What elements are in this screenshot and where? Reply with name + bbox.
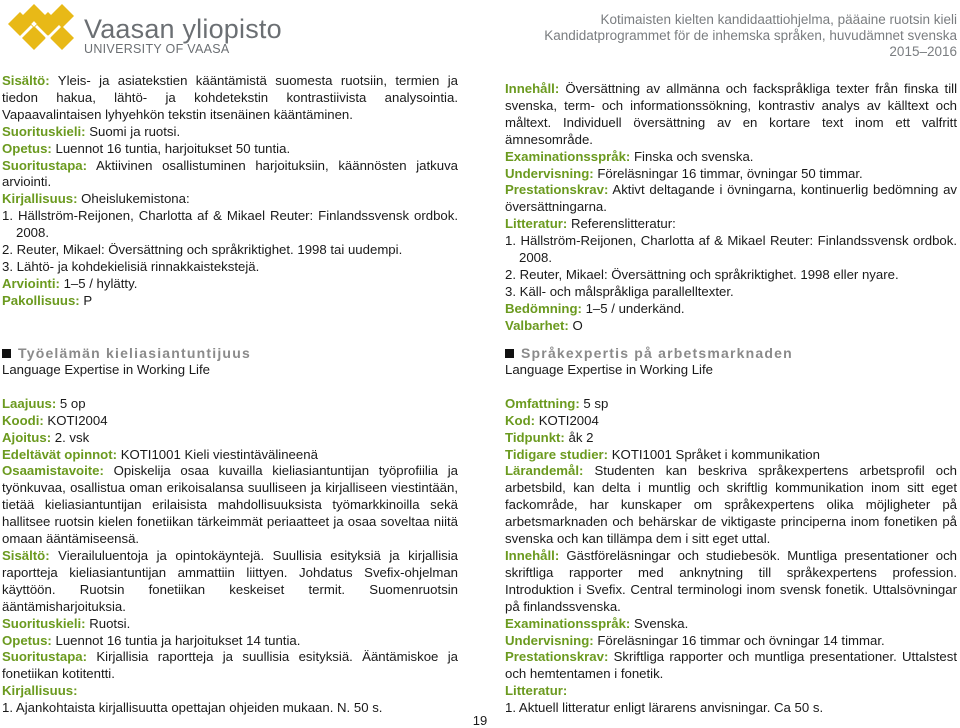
language-row: Suorituskieli: Suomi ja ruotsi.	[2, 123, 181, 139]
literature-row: Litteratur:	[505, 683, 568, 699]
assessment-row: Bedömning: 1–5 / underkänd.	[505, 300, 685, 316]
literature-item: 3. Käll- och målspråkliga parallelltexter.	[505, 283, 734, 299]
program-title-sv: Kandidatprogrammet för de inhemska språken, huvudämnet svenska	[544, 28, 957, 43]
literature-item: 1. Aktuell litteratur enligt lärarens anvisningar. Ca 50 s.	[505, 700, 824, 716]
page-header	[0, 0, 960, 62]
content-paragraph: Innehåll: Översättning av allmänna och fackspråkliga texter från finska till svenska, term- och informationssökning, kontrastiv analys av källtext och måltext. Individuell översättning av en kortare text inom ett valfritt ämnesområde.	[505, 81, 957, 147]
completion-row: Suoritustapa: Aktiivinen osallistuminen harjoituksiin, käännösten jatkuva arviointi.	[2, 157, 458, 190]
code-row: Kod: KOTI2004	[505, 412, 599, 428]
prerequisite-row: Tidigare studier: KOTI1001 Språket i kommunikation	[505, 446, 820, 462]
literature-item: 2. Reuter, Mikael: Översättning och språkriktighet. 1998 eller nyare.	[505, 266, 899, 282]
section-heading: Språkexpertis på arbetsmarknaden	[505, 345, 957, 362]
course-fi-bottom	[2, 345, 458, 717]
credits-row: Laajuus: 5 op	[2, 395, 86, 411]
literature-item: 1. Hällström-Reijonen, Charlotta af & Mikael Reuter: Finlandssvensk ordbok. 2008.	[2, 208, 458, 241]
program-title-fi: Kotimaisten kielten kandidaattiohjelma, pääaine ruotsin kieli	[600, 12, 957, 27]
bullet-square-icon	[2, 349, 11, 358]
literature-item: 1. Ajankohtaista kirjallisuutta opettajan ohjeiden mukaan. N. 50 s.	[2, 700, 383, 716]
bullet-square-icon	[505, 349, 514, 358]
page-number: 19	[472, 713, 488, 728]
language-row: Suorituskieli: Ruotsi.	[2, 615, 131, 631]
content-paragraph: Innehåll: Gästföreläsningar och studiebesök. Muntliga presentationer och skriftliga rapporter med anknytning till språkexpertens profession. Introduktion i Svefix. Central terminologi inom svensk fonetik. Uttalsövningar på finlandssvenska.	[505, 547, 957, 614]
literature-item: 1. Hällström-Reijonen, Charlotta af & Mikael Reuter: Finlandssvensk ordbok. 2008.	[505, 233, 957, 266]
section-subtitle: Language Expertise in Working Life	[2, 361, 210, 377]
literature-row: Kirjallisuus:	[2, 683, 78, 699]
teaching-row: Opetus: Luennot 16 tuntia, harjoitukset 50 tuntia.	[2, 140, 291, 156]
credits-row: Omfattning: 5 sp	[505, 395, 609, 411]
brand-subtitle: UNIVERSITY OF VAASA	[84, 42, 230, 56]
course-desc-sv-top	[505, 81, 957, 335]
course-desc-fi-top	[2, 73, 458, 310]
teaching-row: Undervisning: Föreläsningar 16 timmar och övningar 14 timmar.	[505, 632, 885, 648]
assessment-row: Arviointi: 1–5 / hylätty.	[2, 275, 138, 291]
learning-outcome-paragraph: Lärandemål: Studenten kan beskriva språkexpertens arbetsprofil och arbetsbild, kan delta i muntlig och skriftlig kommunikation inom sitt eget fackområde, har kunskaper om språkexpertens olika möjligheter på arbetsmarknaden och behärskar de viktigaste principerna inom fonetiken på svenska och kan tillämpa dem i sitt eget uttal.	[505, 463, 957, 547]
timing-row: Tidpunkt: åk 2	[505, 429, 594, 445]
exam-language-row: Examinationsspråk: Finska och svenska.	[505, 148, 754, 164]
section-subtitle: Language Expertise in Working Life	[505, 361, 713, 377]
elective-row: Valbarhet: O	[505, 317, 583, 333]
literature-item: 3. Lähtö- ja kohdekielisiä rinnakkaistekstejä.	[2, 258, 260, 274]
exam-language-row: Examinationsspråk: Svenska.	[505, 615, 689, 631]
literature-row: Kirjallisuus: Oheislukemistona:	[2, 191, 190, 207]
timing-row: Ajoitus: 2. vsk	[2, 429, 90, 445]
content-paragraph: Sisältö: Yleis- ja asiatekstien kääntämistä suomesta ruotsiin, termien ja tiedon hakua, lähtö- ja kohdetekstin kontrastiivista analysointia. Vapaavalintaisen lyhyehkön tekstin itsenäinen kääntäminen.	[2, 73, 458, 122]
completion-row: Suoritustapa: Kirjallisia raportteja ja suullisia esityksiä. Ääntämiskoe ja fonetiikan kotitentti.	[2, 649, 458, 682]
teaching-row: Undervisning: Föreläsningar 16 timmar, övningar 50 timmar.	[505, 165, 863, 181]
literature-item: 2. Reuter, Mikael: Översättning och språkriktighet. 1998 tai uudempi.	[2, 242, 403, 258]
academic-years: 2015–2016	[889, 44, 957, 59]
university-logo-icon	[4, 2, 78, 58]
literature-row: Litteratur: Referenslitteratur:	[505, 216, 676, 232]
teaching-row: Opetus: Luennot 16 tuntia ja harjoitukset 14 tuntia.	[2, 632, 301, 648]
section-heading: Työelämän kieliasiantuntijuus	[2, 345, 458, 362]
brand-name: Vaasan yliopisto	[84, 14, 282, 44]
requirements-row: Prestationskrav: Skriftliga rapporter och muntliga presentationer. Uttalstest och hemtentamen i fonetik.	[505, 649, 958, 682]
content-paragraph: Sisältö: Vierailuluentoja ja opintokäyntejä. Suullisia esityksiä ja kirjallisia raportteja kieliasiantuntijan ammattiin liittyen. Johdatus Svefix-ohjelman käyttöön. Ruotsin fonetiikan keskeiset termit. Suomenruotsin ääntämisharjoituksia.	[2, 547, 458, 614]
requirements-row: Prestationskrav: Aktivt deltagande i övningarna, kontinuerlig bedömning av översättningarna.	[505, 182, 958, 215]
prerequisite-row: Edeltävät opinnot: KOTI1001 Kieli viestintävälineenä	[2, 446, 318, 462]
course-sv-bottom	[505, 345, 957, 717]
program-info	[544, 12, 957, 60]
code-row: Koodi: KOTI2004	[2, 412, 108, 428]
mandatory-row: Pakollisuus: P	[2, 292, 93, 308]
learning-outcome-paragraph: Osaamistavoite: Opiskelija osaa kuvailla kieliasiantuntijan työprofiilia ja työnkuvaa, osallistua oman erikoisalansa suulliseen ja kirjalliseen viestintään, tietää kieliasiantuntijan erilaisista mahdollisuuksista työmarkkinoilla sekä hallitsee ruotsin kielen fonetiikan tärkeimmät periaatteet ja osaa soveltaa niitä omaan ääntämiseensä.	[2, 463, 459, 547]
